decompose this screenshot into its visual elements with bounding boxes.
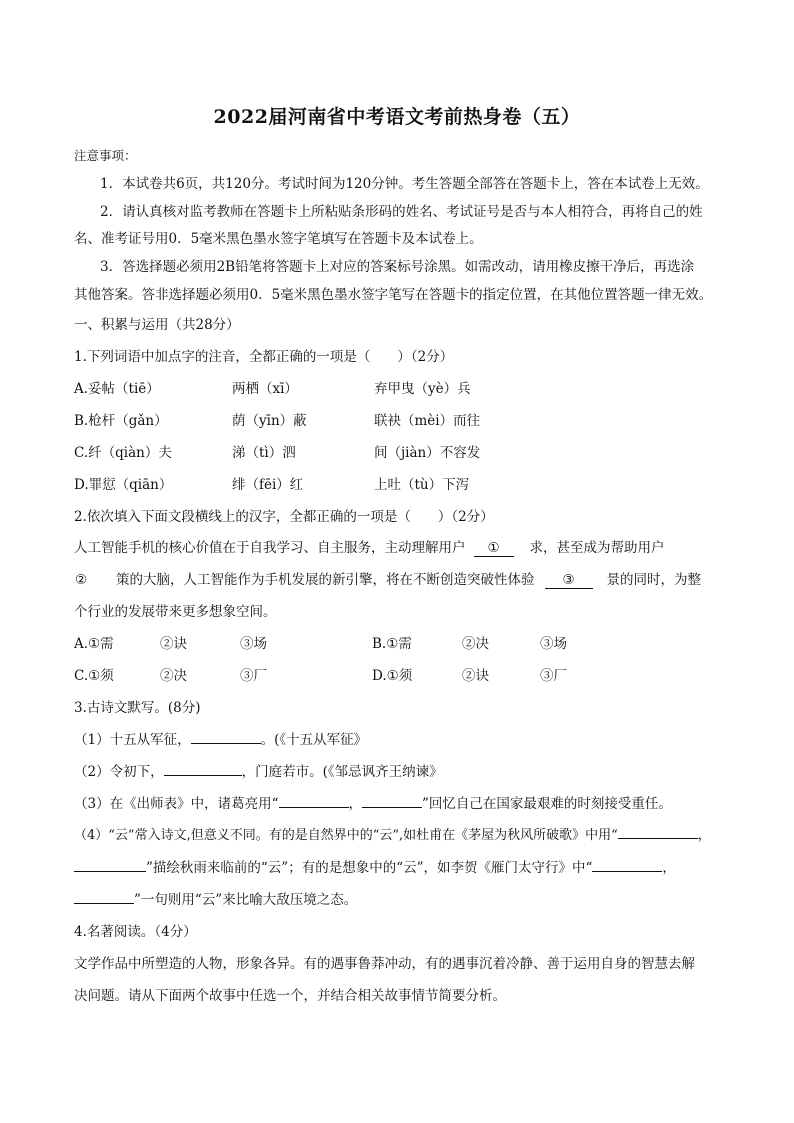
q2-blank-3: ③ — [545, 572, 593, 589]
q2-text: 景的同时，为整 — [606, 572, 701, 588]
q3-text: （3）在《出师表》中，诸葛亮用“ — [74, 796, 279, 812]
q2-option: ③场 — [240, 636, 267, 652]
answer-blank[interactable] — [362, 793, 422, 808]
q2-option: A.①需 — [74, 636, 114, 652]
answer-blank[interactable] — [74, 857, 146, 872]
q1-option: D.罪愆（qiān） — [74, 477, 173, 493]
q3-line-4 — [74, 824, 711, 843]
q2-text: 策的大脑，人工智能作为手机发展的新引擎，将在不断创造突破性体验 — [116, 572, 535, 588]
answer-blank[interactable] — [618, 824, 698, 839]
q4-passage-line2: 决问题。请从下面两个故事中任选一个，并结合相关故事情节简要分析。 — [74, 988, 506, 1004]
q3-text: ”回忆自己在国家最艰难的时刻接受重任。 — [422, 796, 672, 812]
section-heading: 一、积累与运用（共28分） — [74, 317, 240, 333]
q2-option: ③厂 — [240, 668, 267, 684]
q1-option: 弃甲曳（yè）兵 — [374, 381, 471, 397]
q1-option: B.枪杆（gǎn） — [74, 413, 168, 429]
q3-stem: 3.古诗文默写。(8分) — [74, 700, 201, 716]
q3-text: ”描绘秋雨来临前的“云”；有的是想象中的“云”，如李贺《雁门太守行》中“ — [146, 860, 593, 876]
q3-text: （1）十五从军征， — [74, 732, 191, 748]
q3-line-6 — [74, 888, 357, 908]
q3-line-5 — [74, 856, 676, 876]
q2-stem: 2.依次填入下面文段横线上的汉字，全都正确的一项是（ ）（2分） — [74, 509, 494, 525]
q3-text: ”一句则用“云”来比喻大敌压境之态。 — [134, 892, 358, 908]
answer-blank[interactable] — [279, 793, 349, 808]
q1-option: 联袂（mèi）而往 — [374, 413, 481, 429]
q2-blank-1: ① — [474, 540, 514, 557]
q2-option: C.①须 — [74, 668, 114, 684]
q3-text: ， — [697, 828, 711, 843]
q2-option: ②诀 — [462, 668, 489, 684]
q3-line-1 — [74, 728, 367, 748]
q1-option: 上吐（tù）下泻 — [374, 477, 470, 493]
notice-item-3: 3．答选择题必须用2B铅笔将答题卡上对应的答案标号涂黑。如需改动，请用橡皮擦干净后，再选涂 — [100, 259, 695, 275]
q2-option: ③厂 — [540, 668, 567, 684]
q2-option: ③场 — [540, 636, 567, 652]
q3-text: 。(《十五从军征》 — [260, 732, 368, 748]
q4-passage-line1: 文学作品中所塑造的人物，形象各异。有的遇事鲁莽冲动，有的遇事沉着冷静、善于运用自身的智慧去解 — [74, 956, 695, 972]
notice-heading: 注意事项： — [74, 148, 137, 163]
q1-option: A.妥帖（tiē） — [74, 381, 160, 397]
answer-blank[interactable] — [74, 889, 134, 904]
notice-item-1: 1．本试卷共6页，共120分。考试时间为120分钟。考生答题全部答在答题卡上，答在本试卷上无效。 — [100, 176, 709, 192]
q2-option: ②诀 — [160, 636, 187, 652]
q3-text: ， — [662, 860, 676, 876]
q2-passage-line1 — [74, 536, 665, 557]
q3-line-2 — [74, 760, 443, 780]
notice-item-2: 2．请认真核对监考教师在答题卡上所粘贴条形码的姓名、考试证号是否与本人相符合，再将自己的姓 — [100, 204, 703, 220]
notice-item-2-cont: 名、准考证号用0．5毫米黑色墨水签字笔填写在答题卡及本试卷上。 — [74, 231, 483, 247]
q2-text: 人工智能手机的核心价值在于自我学习、自主服务，主动理解用户 — [74, 540, 466, 556]
q2-blank-2: ② — [74, 572, 88, 588]
answer-blank[interactable] — [191, 729, 261, 744]
q3-line-3 — [74, 792, 672, 812]
q1-option: 荫（yīn）蔽 — [232, 413, 307, 429]
q2-passage-line2 — [74, 568, 701, 589]
q1-option: 间（jiàn）不容发 — [374, 445, 481, 461]
q2-option: D.①须 — [372, 668, 413, 684]
q1-option: 两栖（xī） — [232, 381, 298, 397]
q2-option: ②决 — [462, 636, 489, 652]
answer-blank[interactable] — [592, 857, 662, 872]
q2-option: ②决 — [160, 668, 187, 684]
q3-text: （2）令初下， — [74, 764, 164, 780]
q3-text: ， — [348, 796, 362, 812]
q2-option: B.①需 — [372, 636, 412, 652]
notice-item-3-cont: 其他答案。答非选择题必须用0．5毫米黑色墨水签字笔写在答题卡的指定位置，在其他位置答题一律无效。 — [74, 287, 713, 303]
q1-option: C.纤（qiàn）夫 — [74, 445, 172, 461]
q3-text: ，门庭若市。(《邹忌讽齐王纳谏》 — [241, 764, 443, 780]
answer-blank[interactable] — [164, 761, 242, 776]
q4-stem: 4.名著阅读。（4分） — [74, 924, 197, 940]
q3-text: （4）“云”常入诗文,但意义不同。有的是自然界中的“云”,如杜甫在《茅屋为秋风所破歌》中用“ — [74, 828, 618, 843]
page-title: 2022届河南省中考语文考前热身卷（五） — [213, 106, 581, 128]
q1-stem: 1.下列词语中加点字的注音，全都正确的一项是（ ）（2分） — [74, 349, 454, 365]
q2-text: 求，甚至成为帮助用户 — [529, 540, 665, 556]
q2-passage-line3: 个行业的发展带来更多想象空间。 — [74, 604, 277, 620]
q1-option: 涕（tì）泗 — [232, 445, 296, 461]
q1-option: 绯（fēi）红 — [232, 477, 304, 493]
